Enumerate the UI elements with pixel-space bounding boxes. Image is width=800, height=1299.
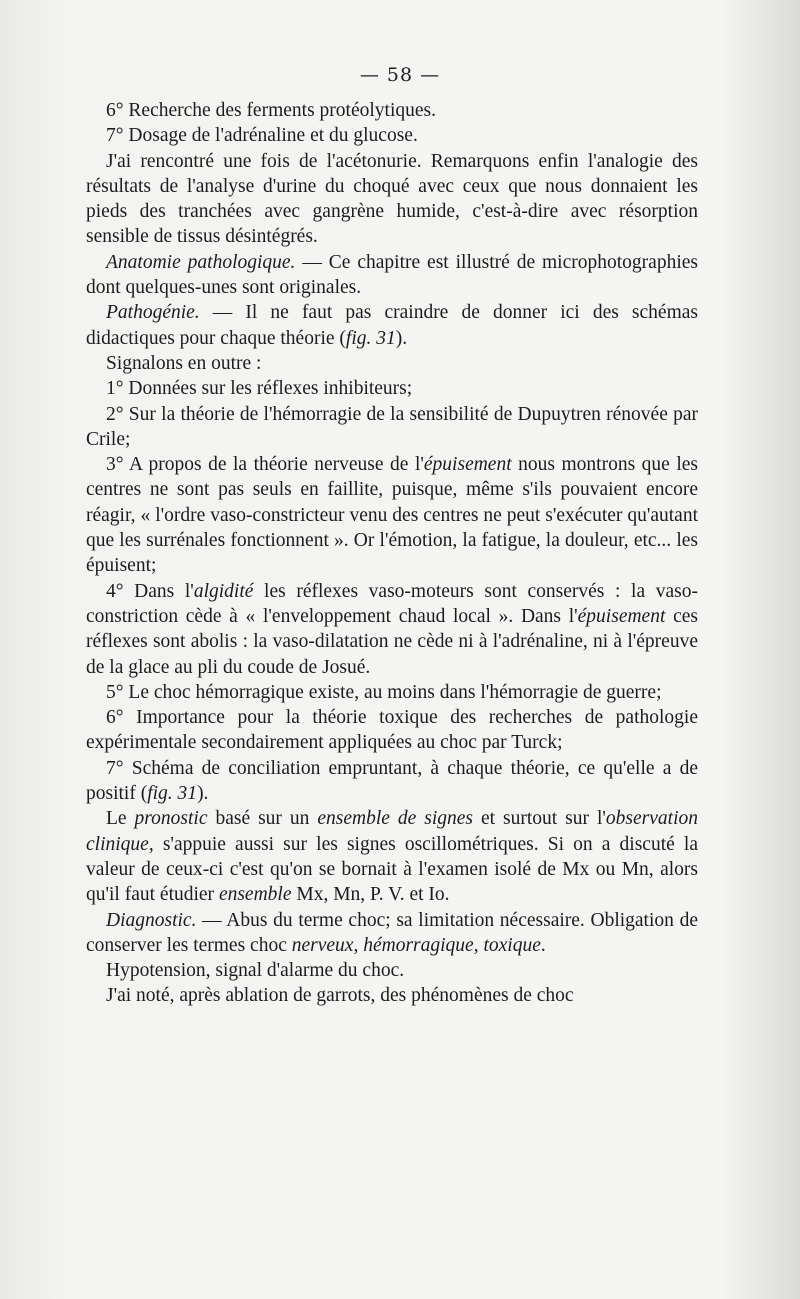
emphasis: ensemble de signes xyxy=(317,808,474,830)
text: . xyxy=(540,934,546,956)
text: ). xyxy=(197,783,209,805)
paragraph: Signalons en outre : xyxy=(106,352,262,374)
text: — Ce chapitre est illustré de microphotographies dont quelques-unes sont originales. xyxy=(86,251,698,299)
text: Mx, Mn, P. V. et Io. xyxy=(291,884,450,906)
emphasis: toxique xyxy=(483,934,541,956)
list-item: 6° Importance pour la théorie toxique des recherches de pathologie expérimentale secondairement appliquées au choc par Turck; xyxy=(86,707,698,754)
figure-ref: fig. 31 xyxy=(345,327,396,349)
paragraph: J'ai rencontré une fois de l'acétonurie. Remarquons enfin l'analogie des résultats de l'analyse d'urine du choqué avec ceux que nous donnaient les pieds des tranchées avec gangrène humide, c'est-à-dire avec résorption sensible de tissus désintégrés. xyxy=(86,150,698,248)
text: , xyxy=(473,934,484,956)
text: ces réflexes sont abolis : la vaso-dilatation ne cède ni à l'adrénaline, ni à l'épreuve de la glace au pli du coude de Josué. xyxy=(86,605,698,678)
paragraph-anatomie xyxy=(86,250,698,301)
emphasis: algidité xyxy=(193,580,254,602)
text: , s'appuie aussi sur les signes oscillométriques. Si on a discuté la valeur de ceux-ci c'est qu'on se bornait à l'examen isolé de Mx ou Mn, alors qu'il faut étudier xyxy=(86,833,698,906)
list-item: 1° Données sur les réflexes inhibiteurs; xyxy=(106,378,413,400)
text: et surtout sur l' xyxy=(473,808,606,830)
emphasis: épuisement xyxy=(577,605,666,627)
text: basé sur un xyxy=(207,808,318,830)
emphasis: hémorragique xyxy=(363,934,474,956)
page-number: — 58 — xyxy=(359,64,441,86)
list-item: 7° Dosage de l'adrénaline et du glucose. xyxy=(106,125,418,147)
figure-ref: fig. 31 xyxy=(147,783,198,805)
list-item xyxy=(86,579,698,680)
text: 3° A propos de la théorie nerveuse de l' xyxy=(106,454,424,476)
text: les réflexes vaso-moteurs sont conservés : la vaso-constriction cède à « l'enveloppement chaud local ». Dans l' xyxy=(86,580,698,627)
list-item: 2° Sur la théorie de l'hémorragie de la sensibilité de Dupuytren rénovée par Crile; xyxy=(86,403,698,450)
section-label: Anatomie pathologique. xyxy=(106,251,296,273)
emphasis: épuisement xyxy=(423,454,512,476)
body-text xyxy=(86,98,698,1009)
list-item: 6° Recherche des ferments protéolytiques. xyxy=(106,100,436,121)
paragraph: J'ai noté, après ablation de garrots, des phénomènes de choc xyxy=(106,985,574,1007)
paragraph-pronostic xyxy=(86,806,698,907)
paragraph-pathogenie xyxy=(86,300,698,351)
text: , xyxy=(353,934,364,956)
emphasis: ensemble xyxy=(218,884,292,906)
list-item xyxy=(86,756,698,807)
paragraph-diagnostic xyxy=(86,908,698,959)
section-label: Diagnostic. xyxy=(106,909,197,931)
section-label: Pathogénie. xyxy=(106,302,200,324)
text: ). xyxy=(395,327,408,349)
text: — Il ne faut pas craindre de donner ici des schémas didactiques pour chaque théorie ( xyxy=(86,302,698,349)
text: nous montrons que les centres ne sont pas seuls en faillite, puisque, même s'ils pouvaient encore réagir, « l'ordre vaso-constricteur venu des centres ne peut s'exécuter qu'autant que les surrénales fonctionnent ». Or l'émotion, la fatigue, la douleur, etc... les épuisent; xyxy=(86,454,699,577)
emphasis: observation clinique xyxy=(86,808,698,855)
list-item xyxy=(86,452,698,578)
text: — Abus du terme choc; sa limitation nécessaire. Obligation de conserver les termes choc xyxy=(86,909,698,956)
paragraph: Hypotension, signal d'alarme du choc. xyxy=(106,960,405,982)
emphasis: pronostic xyxy=(134,808,208,830)
text: Le xyxy=(106,808,135,830)
text: 7° Schéma de conciliation empruntant, à chaque théorie, ce qu'elle a de positif ( xyxy=(86,757,698,805)
list-item: 5° Le choc hémorragique existe, au moins dans l'hémorragie de guerre; xyxy=(106,681,662,703)
text: 4° Dans l' xyxy=(106,580,194,602)
emphasis: nerveux xyxy=(291,934,354,956)
